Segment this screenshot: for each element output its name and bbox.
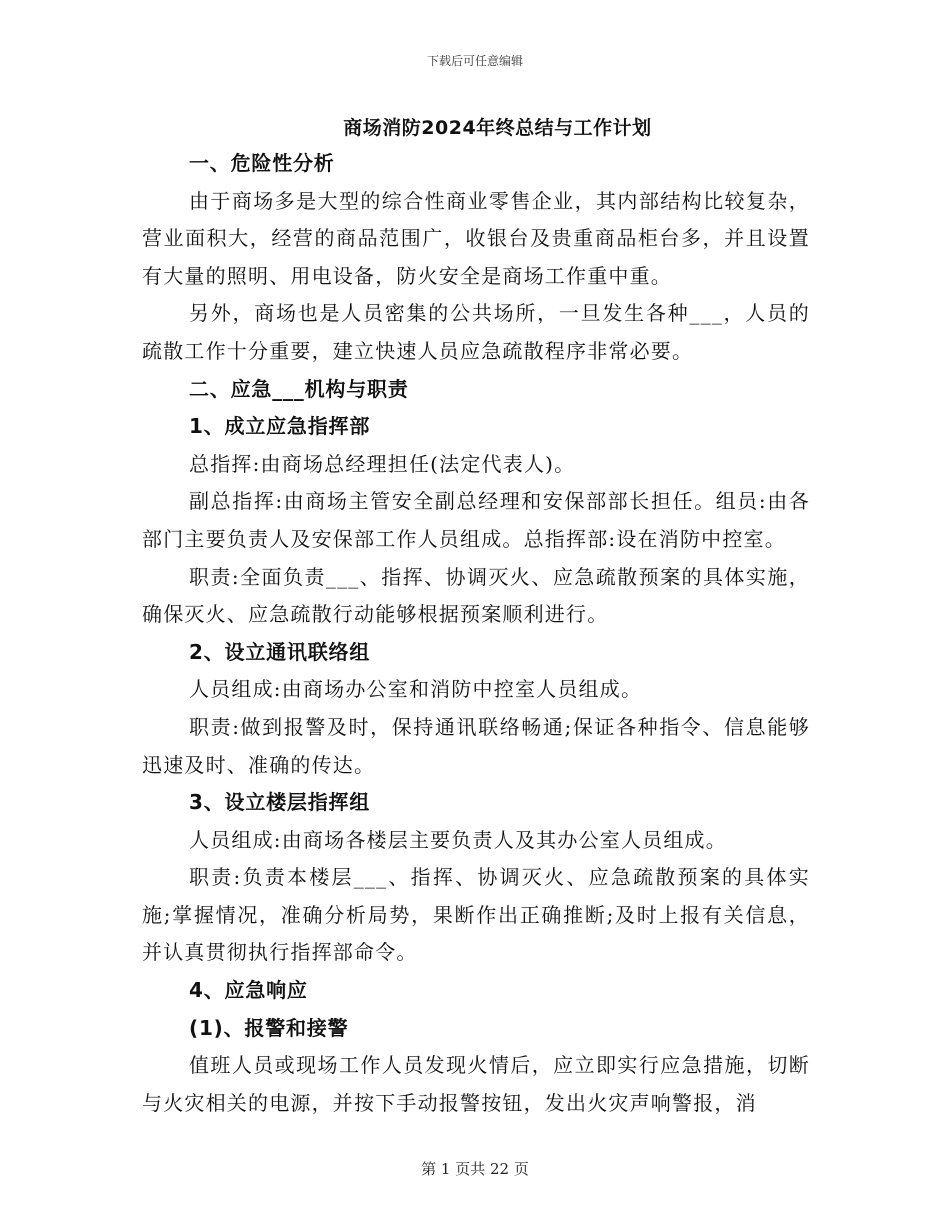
paragraph-crowded-place: 另外，商场也是人员密集的公共场所，一旦发生各种___，人员的疏散工作十分重要，建立快速人员应急疏散程序非常必要。 xyxy=(142,301,810,363)
paragraph-floor-duties: 职责:负责本楼层___、指挥、协调灭火、应急疏散预案的具体实施;掌握情况，准确分析局势，果断作出正确推断;及时上报有关信息，并认真贯彻执行指挥部命令。 xyxy=(142,865,810,965)
paragraph-communication-duties: 职责:做到报警及时，保持通讯联络畅通;保证各种指令、信息能够迅速及时、准确的传达。 xyxy=(142,714,810,777)
subheading-alarm-reception: (1)、报警和接警 xyxy=(189,1015,349,1040)
subheading-floor-command-group: 3、设立楼层指挥组 xyxy=(189,790,371,815)
page-footer: 第 1 页共 22 页 xyxy=(421,1160,529,1178)
subheading-emergency-response: 4、应急响应 xyxy=(189,978,308,1003)
paragraph-mall-structure: 由于商场多是大型的综合性商业零售企业，其内部结构比较复杂，营业面积大，经营的商品范围广，收银台及贵重商品柜台多，并且设置有大量的照明、用电设备，防火安全是商场工作重中重。 xyxy=(142,188,810,288)
document-body xyxy=(142,145,810,1122)
subheading-command-center: 1、成立应急指挥部 xyxy=(189,414,371,439)
paragraph-alarm-procedure: 值班人员或现场工作人员发现火情后，应立即实行应急措施，切断与火灾相关的电源，并按下手动报警按钮，发出火灾声响警报，消 xyxy=(142,1053,810,1115)
paragraph-command-duties: 职责:全面负责___、指挥、协调灭火、应急疏散预案的具体实施，确保灭火、应急疏散行动能够根据预案顺利进行。 xyxy=(142,564,810,627)
header-note: 下载后可任意编辑 xyxy=(426,54,523,68)
document-title: 商场消防2024年终总结与工作计划 xyxy=(343,117,652,139)
subheading-communication-group: 2、设立通讯联络组 xyxy=(189,639,371,664)
paragraph-deputy-commander: 副总指挥:由商场主管安全副总经理和安保部部长担任。组员:由各部门主要负责人及安保部工作人员组成。总指挥部:设在消防中控室。 xyxy=(142,489,810,551)
paragraph-floor-members: 人员组成:由商场各楼层主要负责人及其办公室人员组成。 xyxy=(189,827,727,852)
section-heading-emergency-organization: 二、应急___机构与职责 xyxy=(189,376,409,401)
section-heading-risk-analysis: 一、危险性分析 xyxy=(189,151,335,175)
paragraph-chief-commander: 总指挥:由商场总经理担任(法定代表人)。 xyxy=(189,451,576,476)
paragraph-communication-members: 人员组成:由商场办公室和消防中控室人员组成。 xyxy=(189,677,643,702)
